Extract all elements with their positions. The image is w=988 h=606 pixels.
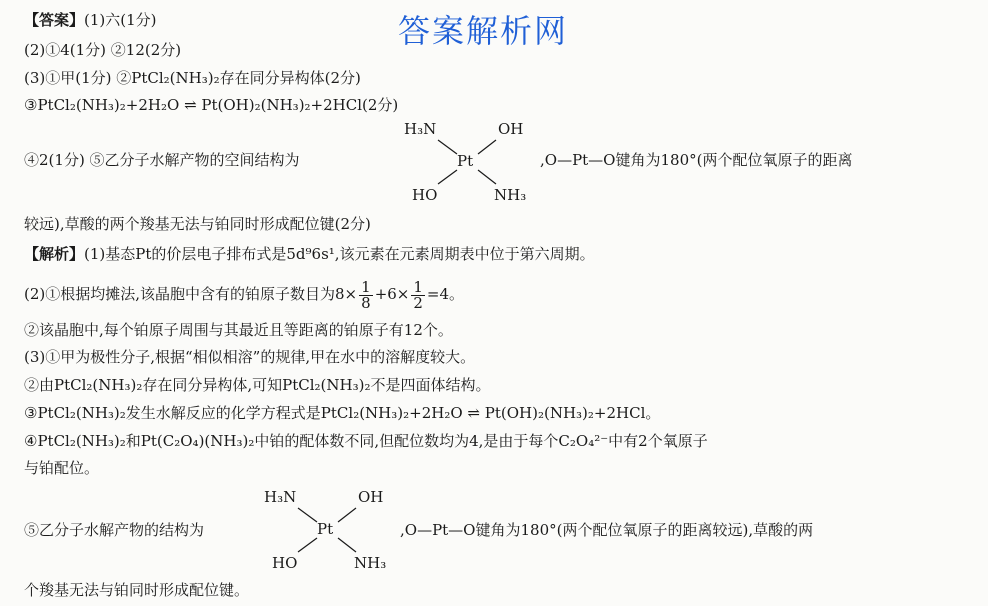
analysis-2-a: (2)①根据均摊法,该晶胞中含有的铂原子数目为8× bbox=[24, 285, 358, 303]
ligand-tl-2: H₃N bbox=[264, 488, 297, 506]
pt-center-2: Pt bbox=[317, 520, 334, 538]
frac1-num: 1 bbox=[361, 277, 371, 296]
analysis-line-9b: ,O—Pt—O键角为180°(两个配位氧原子的距离较远),草酸的两 bbox=[400, 521, 814, 539]
analysis-line-7: ④PtCl₂(NH₃)₂和Pt(C₂O₄)(NH₃)₂中铂的配体数不同,但配位数均为4,是由于每个C₂O₄²⁻中有2个氧原子 bbox=[24, 432, 708, 450]
analysis-line-6: ③PtCl₂(NH₃)₂发生水解反应的化学方程式是PtCl₂(NH₃)₂+2H₂O ⇌ Pt(OH)₂(NH₃)₂+2HCl。 bbox=[24, 404, 661, 422]
answer-line-6: 较远),草酸的两个羧基无法与铂同时形成配位键(2分) bbox=[24, 215, 371, 233]
ligand-br-2: NH₃ bbox=[354, 554, 387, 572]
answer-text-1: (1)六(1分) bbox=[84, 11, 157, 29]
fraction-1-8 bbox=[359, 277, 373, 312]
answer-line-5b: ,O—Pt—O键角为180°(两个配位氧原子的距离 bbox=[540, 151, 853, 169]
analysis-line-2 bbox=[24, 276, 464, 312]
frac2-num: 1 bbox=[413, 277, 423, 296]
answer-line-1 bbox=[24, 10, 157, 30]
analysis-line-4: (3)①甲为极性分子,根据“相似相溶”的规律,甲在水中的溶解度较大。 bbox=[24, 348, 476, 366]
answer-line-3: (3)①甲(1分) ②PtCl₂(NH₃)₂存在同分异构体(2分) bbox=[24, 69, 361, 87]
analysis-line-8: 与铂配位。 bbox=[24, 459, 100, 477]
fraction-1-2 bbox=[411, 277, 425, 312]
analysis-line-3: ②该晶胞中,每个铂原子周围与其最近且等距离的铂原子有12个。 bbox=[24, 321, 453, 339]
analysis-line-5: ②由PtCl₂(NH₃)₂存在同分异构体,可知PtCl₂(NH₃)₂不是四面体结构。 bbox=[24, 376, 491, 394]
pt-structure-1 bbox=[402, 118, 552, 208]
ligand-bl: HO bbox=[412, 186, 438, 204]
frac2-den: 2 bbox=[413, 293, 423, 312]
ligand-tl: H₃N bbox=[404, 120, 437, 138]
analysis-2-c: =4。 bbox=[426, 285, 465, 303]
analysis-text-1: (1)基态Pt的价层电子排布式是5d⁹6s¹,该元素在元素周期表中位于第六周期。 bbox=[84, 245, 595, 263]
answer-line-2: (2)①4(1分) ②12(2分) bbox=[24, 41, 182, 59]
analysis-line-1 bbox=[24, 244, 595, 264]
pt-structure-2 bbox=[262, 486, 412, 576]
analysis-2-b: +6× bbox=[374, 285, 410, 303]
ligand-br: NH₃ bbox=[494, 186, 527, 204]
ligand-bl-2: HO bbox=[272, 554, 298, 572]
ligand-tr: OH bbox=[498, 120, 524, 138]
pt-center: Pt bbox=[457, 152, 474, 170]
answer-line-5a: ④2(1分) ⑤乙分子水解产物的空间结构为 bbox=[24, 151, 300, 169]
answer-line-4: ③PtCl₂(NH₃)₂+2H₂O ⇌ Pt(OH)₂(NH₃)₂+2HCl(2分) bbox=[24, 96, 399, 114]
watermark: 答案解析网 bbox=[398, 12, 569, 50]
analysis-line-10: 个羧基无法与铂同时形成配位键。 bbox=[24, 581, 250, 599]
frac1-den: 8 bbox=[361, 293, 371, 312]
ligand-tr-2: OH bbox=[358, 488, 384, 506]
answer-tag: 【答案】 bbox=[24, 11, 85, 29]
analysis-line-9a: ⑤乙分子水解产物的结构为 bbox=[24, 521, 205, 539]
analysis-tag: 【解析】 bbox=[24, 245, 85, 263]
